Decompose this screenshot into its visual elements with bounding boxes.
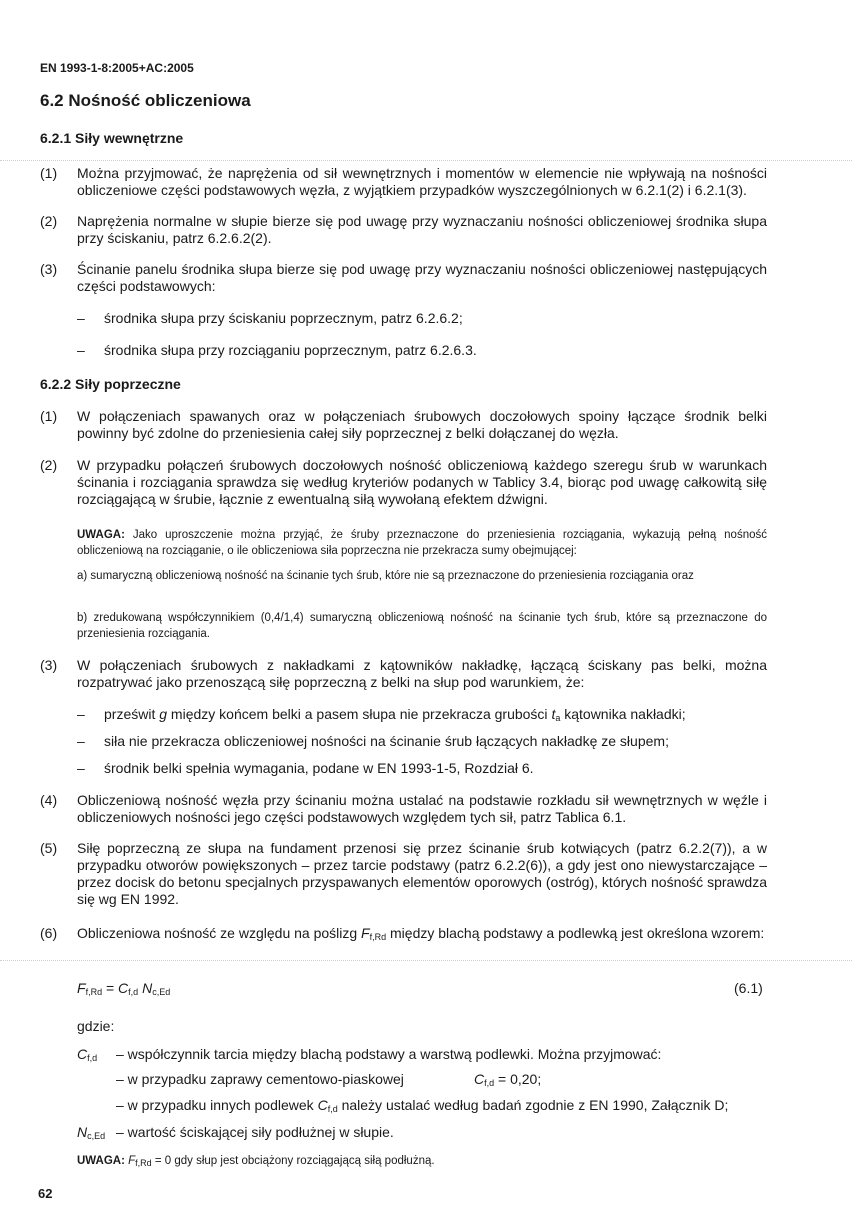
note-text: Jako uproszczenie można przyjąć, że śruby przeznaczone do przeniesienia rozciągania, wykazują pełną nośność obliczeniową na rozciąganie, o ile obliczeniowa siła poprzeczna nie przekracza sumy obejmującej: bbox=[77, 529, 767, 557]
paragraph-number: (2) bbox=[40, 457, 58, 473]
formula-6-1: $F_{f,Rd} = C_{f,d}$ $N_{c,Ed}$ bbox=[77, 980, 171, 997]
note-block: UWAGA: $F_{f,Rd} = 0$ gdy słup jest obciążony rozciągającą siłą podłużną. bbox=[77, 1155, 435, 1168]
paragraph-number: (5) bbox=[40, 840, 58, 856]
paragraph-number: (3) bbox=[40, 261, 58, 277]
definition-subitem: – w przypadku zaprawy cementowo-piaskowej bbox=[116, 1071, 404, 1087]
definition-value: $C_{f,d} = 0,20$; bbox=[474, 1071, 542, 1088]
paragraph-number: (4) bbox=[40, 792, 58, 808]
paragraph-text: Obliczeniową nośność węzła przy ścinaniu można ustalać na podstawie rozkładu sił wewnętrznych w węźle i obliczeniowych nośności jego części podstawowych względem tych sił, patrz Tablica 6.1. bbox=[77, 792, 767, 825]
paragraph-text: Można przyjmować, że naprężenia od sił wewnętrznych i momentów w elemencie nie wpływają na nośności obliczeniowe części podstawowych węzła, z wyjątkiem przypadków wyszczególnionych w 6.2.1(2) i 6.2.1(3). bbox=[77, 165, 767, 198]
paragraph-text: W połączeniach spawanych oraz w połączeniach śrubowych doczołowych spoiny łączące środnik belki powinny być zdolne do przeniesienia całej siły poprzecznej z belki dołączanej do węzła. bbox=[77, 408, 767, 441]
note-label: UWAGA: bbox=[77, 529, 125, 541]
note-block bbox=[77, 527, 767, 559]
page-number: 62 bbox=[38, 1186, 53, 1201]
note-item-b: b) zredukowaną współczynnikiem (0,4/1,4) sumaryczną obliczeniową nośność na ścinanie tych śrub, które są przeznaczone do przeniesienia rozciągania. bbox=[77, 612, 767, 640]
document-header: EN 1993-1-8:2005+AC:2005 bbox=[40, 61, 194, 75]
paragraph-number: (1) bbox=[40, 408, 58, 424]
definition-text: – wartość ściskającej siły podłużnej w słupie. bbox=[116, 1124, 394, 1140]
subsection-title-6-2-1: 6.2.1 Siły wewnętrzne bbox=[40, 130, 184, 146]
definition-text: – współczynnik tarcia między blachą podstawy a warstwą podlewki. Można przyjmować: bbox=[116, 1046, 662, 1062]
bullet-item: prześwit g między końcem belki a pasem słupa nie przekracza grubości $t_a$ kątownika nakładki; bbox=[104, 706, 686, 723]
paragraph-text: Obliczeniowa nośność ze względu na poślizg $F_{f,Rd}$ między blachą podstawy a podlewką jest określona wzorem: bbox=[77, 925, 765, 942]
note-item-a: a) sumaryczną obliczeniową nośność na ścinanie tych śrub, które nie są przeznaczone do przeniesienia rozciągania oraz bbox=[77, 570, 694, 582]
definition-symbol: $C_{f,d}$ bbox=[77, 1046, 98, 1063]
paragraph-text: W przypadku połączeń śrubowych doczołowych nośność obliczeniową każdego szeregu śrub w warunkach ścinania i rozciągania sprawdza się według kryteriów podanych w Tablicy 3.4, biorąc pod uwagę całkowitą siłę rozciągającą w śrubie, łącznie z ewentualną siłą wywołaną efektem dźwigni. bbox=[77, 457, 767, 507]
bullet-dash: – bbox=[77, 342, 85, 358]
bullet-dash: – bbox=[77, 733, 85, 749]
bullet-item: środnika słupa przy rozciąganiu poprzecznym, patrz 6.2.6.3. bbox=[104, 342, 477, 358]
bullet-item: środnik belki spełnia wymagania, podane w EN 1993-1-5, Rozdział 6. bbox=[104, 760, 534, 776]
definition-symbol: $N_{c,Ed}$ bbox=[77, 1124, 106, 1141]
bullet-dash: – bbox=[77, 760, 85, 776]
paragraph-text: Ścinanie panelu środnika słupa bierze się pod uwagę przy wyznaczaniu nośności obliczeniowej następujących części podstawowych: bbox=[77, 261, 767, 294]
where-label: gdzie: bbox=[77, 1018, 115, 1034]
paragraph-number: (6) bbox=[40, 925, 58, 941]
definition-subitem: – w przypadku innych podlewek $C_{f,d}$ należy ustalać według badań zgodnie z EN 1990, Załącznik D; bbox=[116, 1097, 729, 1114]
bullet-item: środnika słupa przy ściskaniu poprzecznym, patrz 6.2.6.2; bbox=[104, 310, 463, 326]
paragraph-text: W połączeniach śrubowych z nakładkami z kątowników nakładkę, łączącą ściskany pas belki, można rozpatrywać jako przenoszącą siłę poprzeczną z belki na słup pod warunkiem, że: bbox=[77, 657, 767, 690]
subsection-title-6-2-2: 6.2.2 Siły poprzeczne bbox=[40, 376, 181, 392]
note-label: UWAGA: bbox=[77, 1155, 125, 1167]
paragraph-text: Naprężenia normalne w słupie bierze się pod uwagę przy wyznaczaniu nośności obliczeniowej środnika słupa przy ściskaniu, patrz 6.2.6.2(2). bbox=[77, 213, 767, 246]
section-title: 6.2 Nośność obliczeniowa bbox=[40, 91, 251, 110]
paragraph-number: (1) bbox=[40, 165, 58, 181]
bullet-dash: – bbox=[77, 310, 85, 326]
bullet-dash: – bbox=[77, 706, 85, 722]
bullet-item: siła nie przekracza obliczeniowej nośności na ścinanie śrub łączących nakładkę ze słupem; bbox=[104, 733, 669, 749]
paragraph-number: (3) bbox=[40, 657, 58, 673]
equation-number: (6.1) bbox=[734, 980, 763, 996]
paragraph-number: (2) bbox=[40, 213, 58, 229]
paragraph-text: Siłę poprzeczną ze słupa na fundament przenosi się przez ścinanie śrub kotwiących (patrz 6.2.2(7)), a w przypadku otworów powiększonych – przez tarcie podstawy (patrz 6.2.2(6)), a gdy jest ono niewystarczające – przez docisk do betonu specjalnych przyspawanych elementów oporowych (ostróg), których nośność sprawdza się wg EN 1992. bbox=[77, 840, 767, 907]
